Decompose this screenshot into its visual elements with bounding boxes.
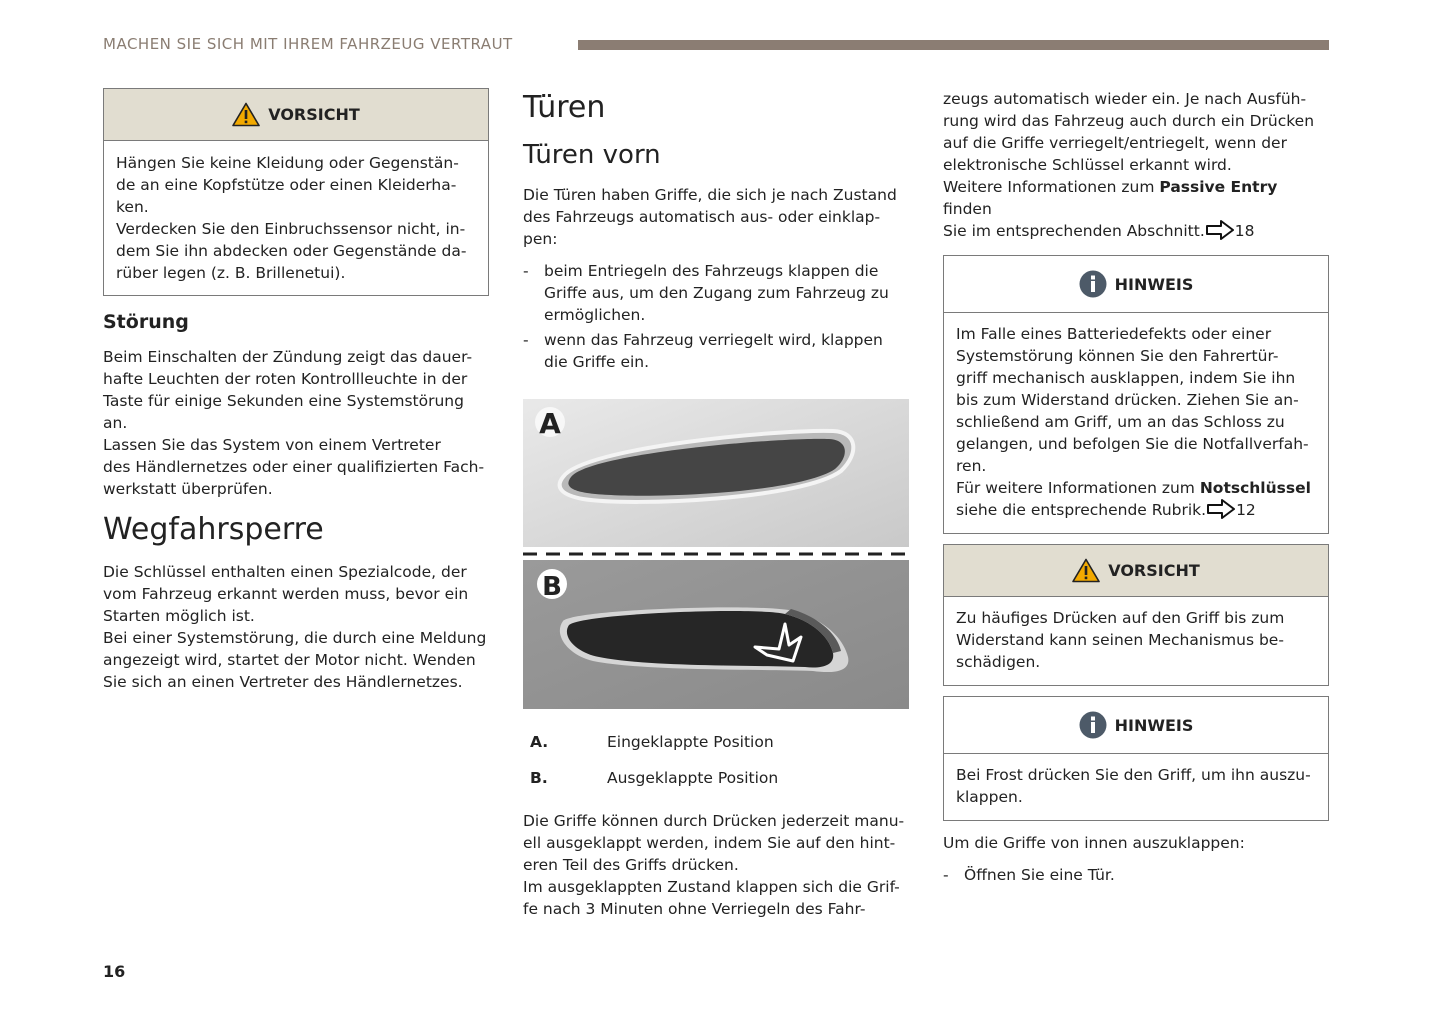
note-text: Bei Frost drücken Sie den Griff, um ihn auszu- klappen. [956, 766, 1311, 806]
handles-text-1: Die Griffe können durch Drücken jederzeit manu- ell ausgeklappt werden, indem Sie auf den hint- eren Teil des Griffs drücken. [523, 812, 905, 874]
section-heading-tueren: Türen [523, 90, 606, 125]
passive-entry-term: Passive Entry [1159, 178, 1278, 196]
list-text: wenn das Fahrzeug verriegelt wird, klappen die Griffe ein. [544, 331, 883, 371]
caution-box-header [104, 89, 488, 141]
column-left [103, 88, 489, 693]
note-box-body [944, 313, 1328, 533]
caution-box-body [944, 597, 1328, 685]
doors-intro: Die Türen haben Griffe, die sich je nach Zustand des Fahrzeugs automatisch aus- oder einklap- pen: [523, 186, 897, 248]
arrow-right-icon [1205, 220, 1235, 240]
list-dash: - [943, 866, 949, 884]
note-label: HINWEIS [1114, 715, 1194, 735]
continued-text: zeugs automatisch wieder ein. Je nach Ausfüh- rung wird das Fahrzeug auch durch ein Drücken auf die Griffe verriegelt/entriegelt, wenn der elektronische Schlüssel erkannt wird. [943, 90, 1315, 174]
note-box [943, 255, 1329, 534]
legend-key: B. [530, 769, 548, 787]
warning-icon [1072, 558, 1100, 583]
warning-icon [232, 102, 260, 127]
list-dash: - [523, 262, 529, 280]
caution-text: Zu häufiges Drücken auf den Griff bis zum Widerstand kann seinen Mechanismus be- schädigen. [956, 609, 1285, 671]
stoerung-heading: Störung [103, 311, 189, 333]
column-right [943, 88, 1329, 886]
inside-handles-text: Um die Griffe von innen auszuklappen: [943, 834, 1245, 852]
note-text-2: Für weitere Informationen zum Notschlüssel siehe die entsprechende Rubrik. 12 [956, 479, 1311, 519]
page-number: 16 [103, 962, 126, 981]
caution-box-body [104, 141, 488, 295]
note-box [943, 696, 1329, 821]
note-box-header [944, 697, 1328, 754]
arrow-right-icon [1206, 499, 1236, 519]
notschluessel-term: Notschlüssel [1199, 479, 1311, 497]
list-text: beim Entriegeln des Fahrzeugs klappen die Griffe aus, um den Zugang zum Fahrzeug zu ermöglichen. [544, 262, 889, 324]
caution-box-header [944, 545, 1328, 597]
legend-row-b [530, 767, 909, 789]
caution-box [103, 88, 489, 296]
legend-value: Eingeklappte Position [607, 733, 774, 751]
note-text-1: Im Falle eines Batteriedefekts oder einer Systemstörung können Sie den Fahrertür- griff mechanisch ausklappen, indem Sie ihn bis zum Widerstand drücken. Ziehen Sie an- schließend am Griff, um an das Schloss zu gelangen, und befolgen Sie die Notfallverfah- ren. [956, 325, 1309, 475]
caution-text-1: Hängen Sie keine Kleidung oder Gegenstän- de an eine Kopfstütze oder einen Kleiderha- ken. [116, 154, 459, 216]
info-icon [1079, 711, 1107, 739]
info-icon [1079, 270, 1107, 298]
page-reference-number: 18 [1234, 222, 1255, 240]
wegfahrsperre-text-1: Die Schlüssel enthalten einen Spezialcode, der vom Fahrzeug erkannt werden muss, bevor ein Starten möglich ist. [103, 563, 469, 625]
header-bar [578, 40, 1329, 50]
page-reference-number: 12 [1236, 501, 1256, 519]
door-handle-image [523, 399, 909, 709]
passive-entry-text: Weitere Informationen zum Passive Entry finden Sie im entsprechenden Abschnitt. 18 [943, 178, 1278, 240]
image-label-a: A [539, 407, 561, 440]
legend-value: Ausgeklappte Position [607, 769, 779, 787]
wegfahrsperre-text-2: Bei einer Systemstörung, die durch eine Meldung angezeigt wird, startet der Motor nicht. Wenden Sie sich an einen Vertreter des Händlernetzes. [103, 629, 487, 691]
list-text: Öffnen Sie eine Tür. [964, 866, 1115, 884]
list-item [523, 329, 909, 373]
door-handle-illustration [523, 399, 909, 709]
legend-row-a [530, 731, 909, 753]
image-label-b: B [542, 572, 562, 602]
column-middle [523, 88, 909, 920]
page-reference[interactable] [1206, 501, 1256, 519]
caution-label: VORSICHT [268, 105, 360, 124]
page-reference[interactable] [1205, 222, 1255, 240]
note-label: HINWEIS [1114, 274, 1194, 294]
list-dash: - [523, 331, 529, 349]
caution-label: VORSICHT [1108, 561, 1200, 580]
caution-box [943, 544, 1329, 686]
list-item [943, 864, 1329, 886]
list-item [523, 260, 909, 326]
stoerung-text-1: Beim Einschalten der Zündung zeigt das dauer- hafte Leuchten der roten Kontrollleuchte in der Taste für einige Sekunden eine Systemstörung an. [103, 348, 473, 432]
legend-key: A. [530, 733, 549, 751]
handles-text-2: Im ausgeklappten Zustand klappen sich die Grif- fe nach 3 Minuten ohne Verriegeln des Fahr- [523, 878, 900, 918]
note-box-header [944, 256, 1328, 313]
stoerung-text-2: Lassen Sie das System von einem Vertreter des Händlernetzes oder einer qualifizierten Fach- werkstatt überprüfen. [103, 436, 485, 498]
chapter-title: MACHEN SIE SICH MIT IHREM FAHRZEUG VERTRAUT [103, 35, 513, 53]
wegfahrsperre-heading: Wegfahrsperre [103, 512, 324, 547]
subheading-tueren-vorn: Türen vorn [523, 140, 661, 170]
caution-text-2: Verdecken Sie den Einbruchssensor nicht, in- dem Sie ihn abdecken oder Gegenstände da- rüber legen (z. B. Brillenetui). [116, 220, 467, 282]
note-box-body [944, 754, 1328, 820]
